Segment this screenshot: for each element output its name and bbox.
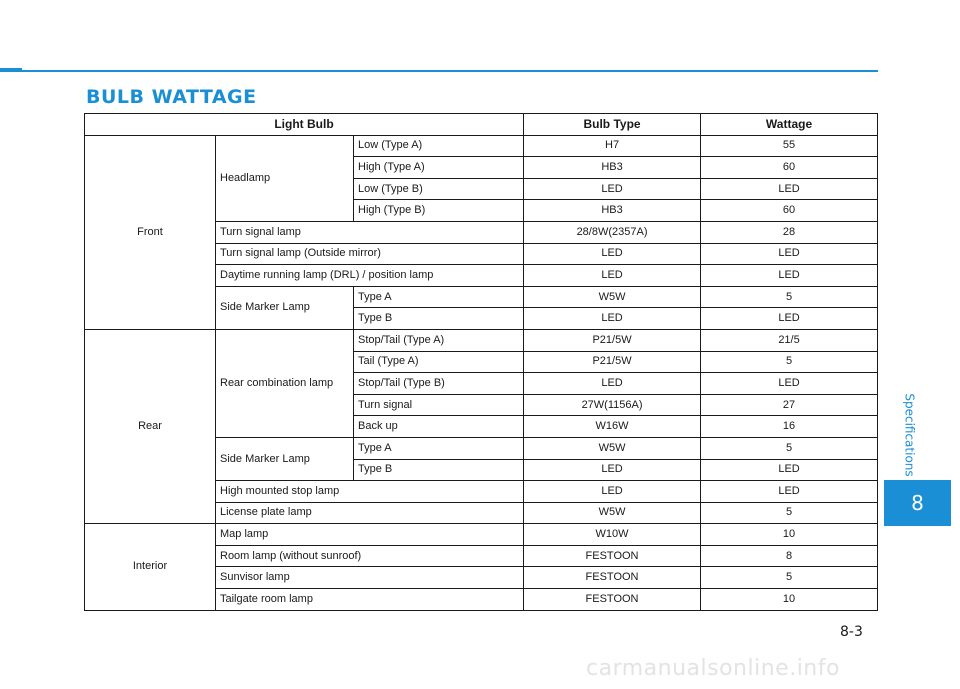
bulb-type-cell: FESTOON [524,545,701,567]
item-label: Tailgate room lamp [216,589,524,611]
variant-label: Back up [354,416,524,438]
bulb-type-cell: 28/8W(2357A) [524,221,701,243]
table-row [85,135,878,157]
item-label: Daytime running lamp (DRL) / position lamp [216,265,524,287]
item-label: Turn signal lamp [216,221,524,243]
chapter-tab: 8 [884,480,951,526]
item-label: Side Marker Lamp [216,437,354,480]
variant-label: Type A [354,286,524,308]
section-title: BULB WATTAGE [86,86,257,108]
bulb-type-cell: W5W [524,437,701,459]
bulb-type-cell: LED [524,243,701,265]
bulb-type-cell: LED [524,373,701,395]
bulb-type-cell: LED [524,178,701,200]
variant-label: Type B [354,308,524,330]
section-side-label [900,390,920,480]
variant-label: Type B [354,459,524,481]
wattage-cell: LED [701,308,878,330]
wattage-cell: LED [701,481,878,503]
wattage-cell: LED [701,178,878,200]
variant-label: Low (Type A) [354,135,524,157]
bulb-type-cell: LED [524,308,701,330]
variant-label: Stop/Tail (Type A) [354,329,524,351]
item-label: Side Marker Lamp [216,286,354,329]
table-row [85,524,878,546]
wattage-cell: 5 [701,502,878,524]
table-header-row [85,114,878,136]
bulb-type-cell: FESTOON [524,567,701,589]
variant-label: Stop/Tail (Type B) [354,373,524,395]
bulb-wattage-table [84,113,878,611]
variant-label: Turn signal [354,394,524,416]
section-side-label-text: Specifications [903,393,918,477]
item-label: Headlamp [216,135,354,221]
variant-label: Type A [354,437,524,459]
wattage-cell: 5 [701,351,878,373]
variant-label: Low (Type B) [354,178,524,200]
bulb-type-cell: LED [524,459,701,481]
item-label: Turn signal lamp (Outside mirror) [216,243,524,265]
watermark: carmanualsonline.info [586,656,840,681]
header-bulb-type: Bulb Type [524,114,701,136]
wattage-cell: LED [701,373,878,395]
bulb-type-cell: HB3 [524,200,701,222]
wattage-cell: 28 [701,221,878,243]
wattage-cell: 21/5 [701,329,878,351]
bulb-type-cell: H7 [524,135,701,157]
item-label: High mounted stop lamp [216,481,524,503]
group-label-front: Front [85,135,216,329]
bulb-type-cell: W5W [524,286,701,308]
group-label-interior: Interior [85,524,216,610]
variant-label: Tail (Type A) [354,351,524,373]
wattage-cell: 10 [701,524,878,546]
bulb-type-cell: W16W [524,416,701,438]
bulb-type-cell: P21/5W [524,329,701,351]
wattage-cell: 8 [701,545,878,567]
wattage-cell: 5 [701,286,878,308]
wattage-cell: 60 [701,200,878,222]
bulb-type-cell: P21/5W [524,351,701,373]
bulb-type-cell: 27W(1156A) [524,394,701,416]
bulb-type-cell: FESTOON [524,589,701,611]
wattage-cell: 16 [701,416,878,438]
bulb-type-cell: LED [524,481,701,503]
wattage-cell: 5 [701,437,878,459]
wattage-cell: 10 [701,589,878,611]
item-label: Map lamp [216,524,524,546]
item-label: License plate lamp [216,502,524,524]
item-label: Room lamp (without sunroof) [216,545,524,567]
wattage-cell: 60 [701,157,878,179]
header-wattage: Wattage [701,114,878,136]
table-row [85,329,878,351]
bulb-type-cell: HB3 [524,157,701,179]
page-number: 8-3 [840,624,863,640]
header-light-bulb: Light Bulb [85,114,524,136]
wattage-cell: 5 [701,567,878,589]
bulb-type-cell: W5W [524,502,701,524]
group-label-rear: Rear [85,329,216,523]
variant-label: High (Type B) [354,200,524,222]
variant-label: High (Type A) [354,157,524,179]
item-label: Rear combination lamp [216,329,354,437]
wattage-cell: LED [701,243,878,265]
item-label: Sunvisor lamp [216,567,524,589]
bulb-type-cell: LED [524,265,701,287]
wattage-cell: 27 [701,394,878,416]
header-rule [0,70,878,72]
wattage-cell: 55 [701,135,878,157]
wattage-cell: LED [701,459,878,481]
bulb-type-cell: W10W [524,524,701,546]
wattage-cell: LED [701,265,878,287]
